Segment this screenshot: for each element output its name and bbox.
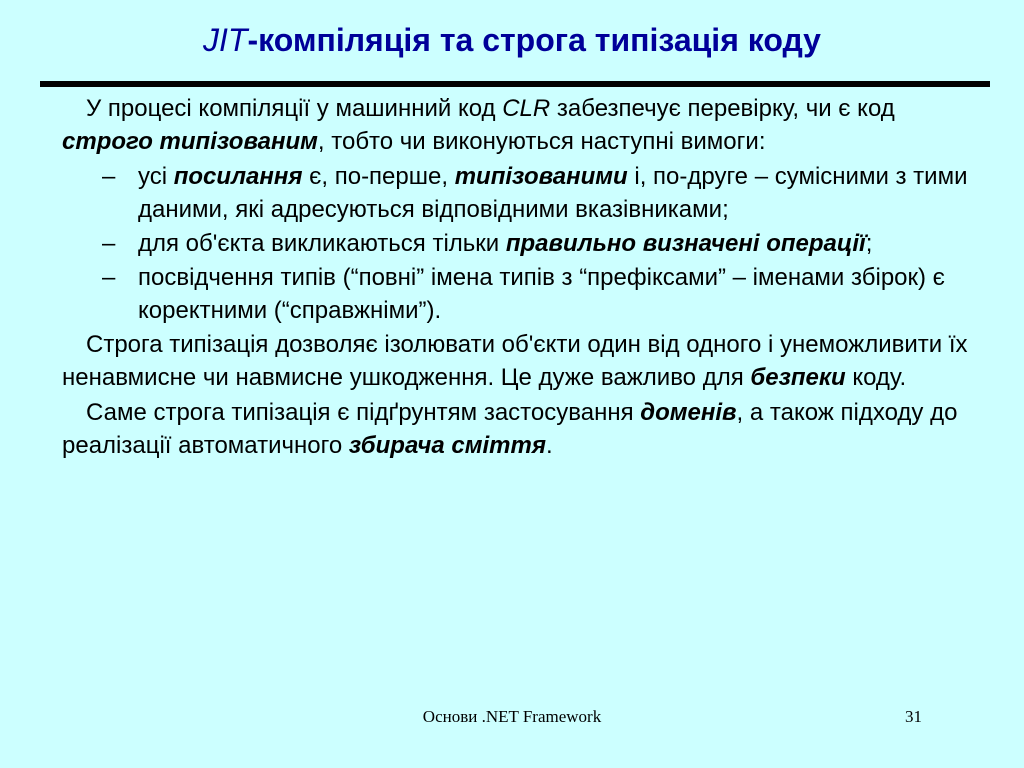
dash-bullet: –	[102, 230, 116, 257]
paragraph-intro	[62, 92, 980, 158]
emphasis-garbage-collector: збирача сміття	[348, 432, 546, 459]
list-item	[62, 261, 980, 327]
text-run: , а також підходу до реалізації автоматичного	[62, 399, 958, 459]
text-run: коду.	[845, 364, 907, 391]
text-run: , тобто чи виконуються наступні вимоги:	[317, 128, 766, 155]
text-run: ;	[865, 230, 873, 257]
list-item	[62, 227, 980, 260]
emphasis-strongly-typed: строго типізованим	[62, 128, 318, 155]
list-item	[62, 160, 980, 226]
text-run: Саме строга типізація є підґрунтям застосування	[86, 399, 641, 426]
paragraph-security	[62, 328, 980, 394]
text-run: є, по-перше,	[302, 163, 455, 190]
footer-title: Основи .NET Framework	[422, 707, 602, 726]
title-divider	[40, 81, 990, 87]
text-run: усі	[138, 163, 174, 190]
text-run: посвідчення типів (“повні” імена типів з “префіксами” – іменами збірок) є коректними (“справжніми”).	[138, 264, 945, 324]
page-number: 31	[905, 707, 922, 726]
slide-body	[62, 92, 980, 464]
clr-term: CLR	[502, 95, 551, 122]
dash-bullet: –	[102, 163, 116, 190]
emphasis-domains: доменів	[640, 399, 737, 426]
slide-title	[0, 18, 1024, 62]
text-run: для об'єкта викликаються тільки	[138, 230, 506, 257]
dash-bullet: –	[102, 264, 116, 291]
text-run: .	[546, 432, 553, 459]
text-run: і, по-друге – сумісними з тими даними, які адресуються відповідними вказівниками;	[138, 163, 968, 223]
slide-title-rest: -компіляція та строга типізація коду	[247, 22, 821, 58]
requirements-list	[62, 160, 980, 327]
text-run: Строга типізація дозволяє ізолювати об'єкти один від одного і унеможливити їх ненавмисне чи навмисне ушкодження. Це дуже важливо для	[62, 331, 968, 391]
emphasis-operations: правильно визначені операції	[505, 230, 866, 257]
text-run: У процесі компіляції у машинний код	[86, 95, 503, 122]
emphasis-typed: типізованими	[454, 163, 628, 190]
emphasis-security: безпеки	[750, 364, 846, 391]
paragraph-domains	[62, 396, 980, 462]
emphasis-references: посилання	[173, 163, 303, 190]
slide-title-jit: JIT	[203, 22, 248, 58]
text-run: забезпечує перевірку, чи є код	[550, 95, 895, 122]
